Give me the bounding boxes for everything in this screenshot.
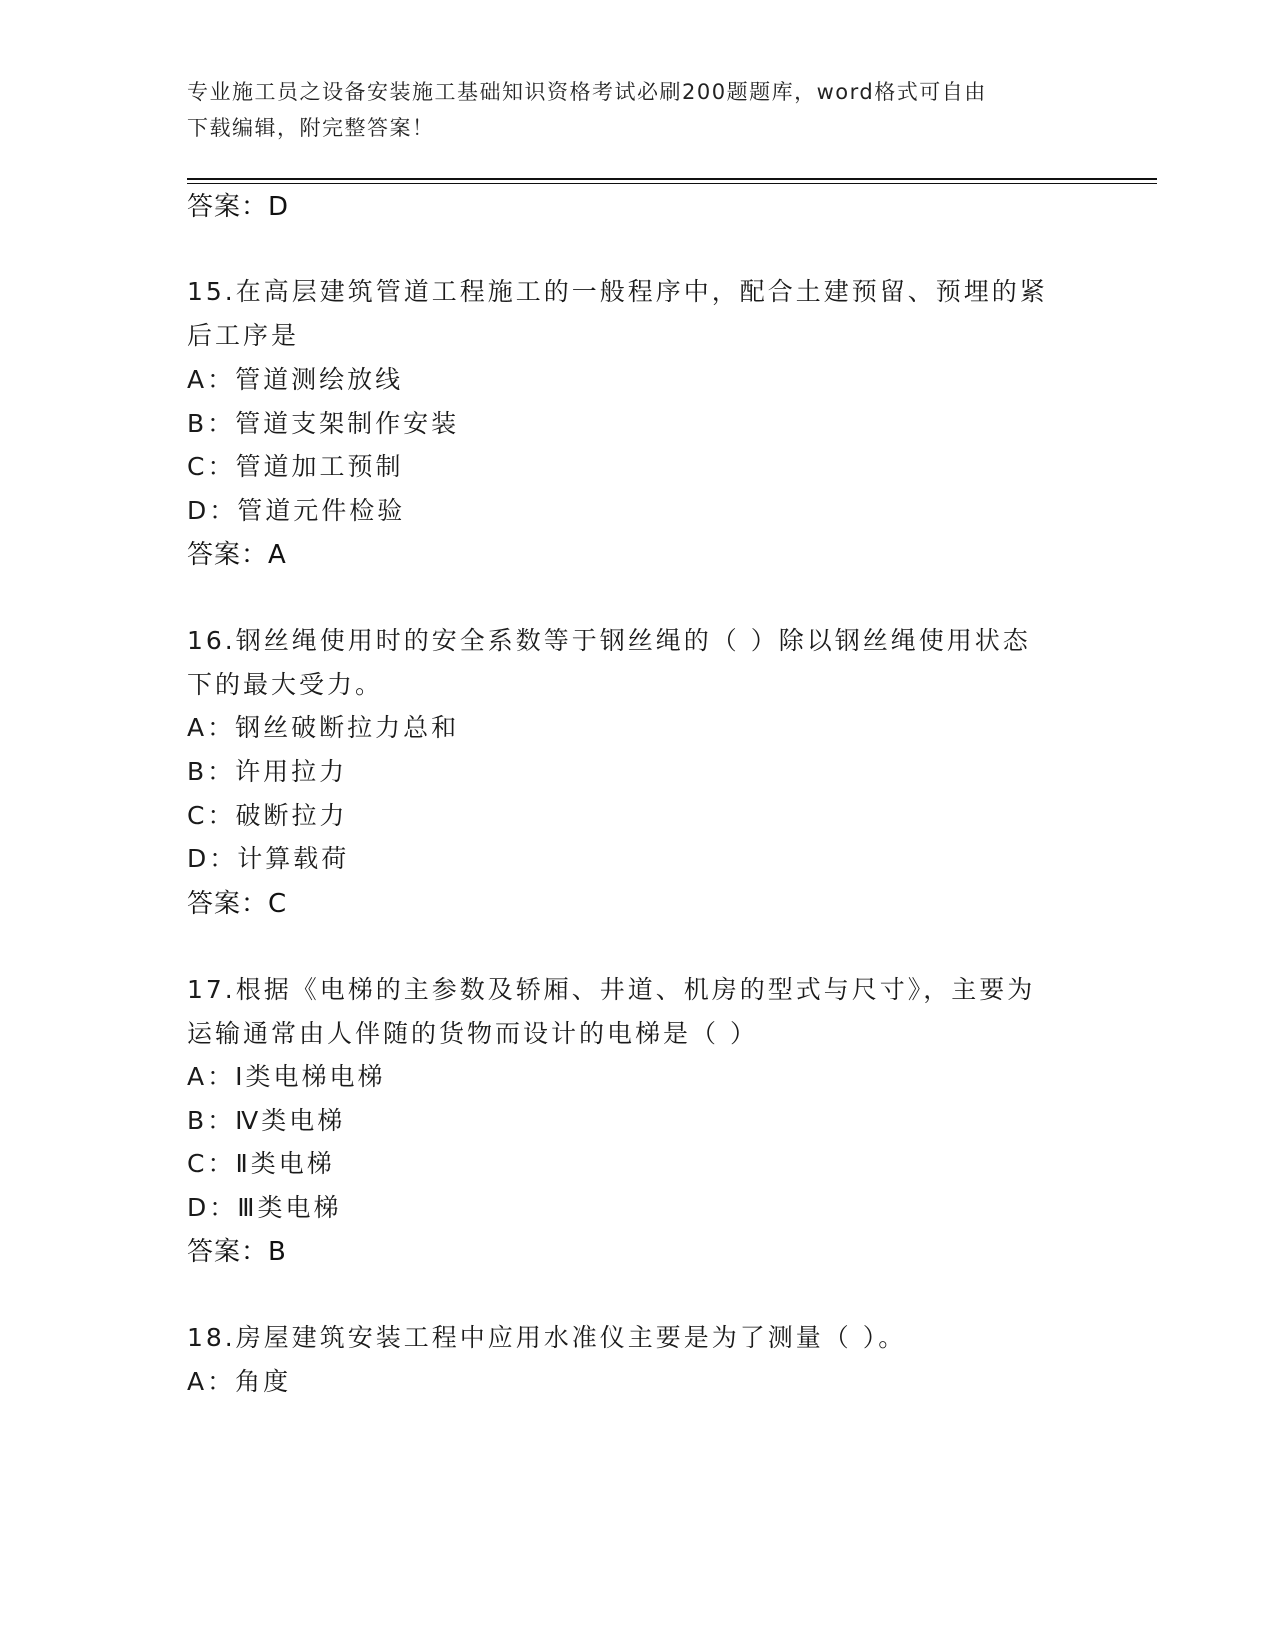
option-c: C：Ⅱ类电梯 (187, 1149, 335, 1178)
option-c: C：管道加工预制 (187, 452, 404, 481)
document-header (187, 74, 1067, 146)
option-d: D：管道元件检验 (187, 496, 406, 525)
question-stem-line-1: 17.根据《电梯的主参数及轿厢、井道、机房的型式与尺寸》，主要为 (187, 975, 1036, 1004)
header-divider-thick (187, 178, 1157, 180)
option-c: C：破断拉力 (187, 801, 348, 830)
option-a: A：Ⅰ类电梯电梯 (187, 1062, 386, 1091)
option-b: B：管道支架制作安装 (187, 409, 460, 438)
question-stem-line-2: 后工序是 (187, 321, 300, 350)
header-divider-thin (187, 183, 1157, 184)
option-a: A：角度 (187, 1367, 292, 1396)
question-stem-line-1: 18.房屋建筑安装工程中应用水准仪主要是为了测量（ ）。 (187, 1323, 907, 1352)
header-line-1: 专业施工员之设备安装施工基础知识资格考试必刷200题题库，word格式可自由 (187, 80, 987, 104)
answer-17: 答案：B (187, 1237, 287, 1267)
answer-16: 答案：C (187, 889, 288, 919)
question-stem-line-2: 运输通常由人伴随的货物而设计的电梯是（ ） (187, 1019, 758, 1048)
answer-prev: 答案：D (187, 192, 290, 222)
option-d: D：Ⅲ类电梯 (187, 1193, 342, 1222)
answer-15: 答案：A (187, 540, 287, 570)
question-stem-line-1: 16.钢丝绳使用时的安全系数等于钢丝绳的（ ）除以钢丝绳使用状态 (187, 626, 1031, 655)
option-b: B：Ⅳ类电梯 (187, 1106, 346, 1135)
option-a: A：管道测绘放线 (187, 365, 404, 394)
question-stem-line-1: 15.在高层建筑管道工程施工的一般程序中，配合土建预留、预埋的紧 (187, 277, 1048, 306)
option-b: B：许用拉力 (187, 757, 348, 786)
option-a: A：钢丝破断拉力总和 (187, 713, 460, 742)
option-d: D：计算载荷 (187, 844, 350, 873)
question-stem-line-2: 下的最大受力。 (187, 670, 384, 699)
header-line-2: 下载编辑，附完整答案！ (187, 116, 435, 140)
